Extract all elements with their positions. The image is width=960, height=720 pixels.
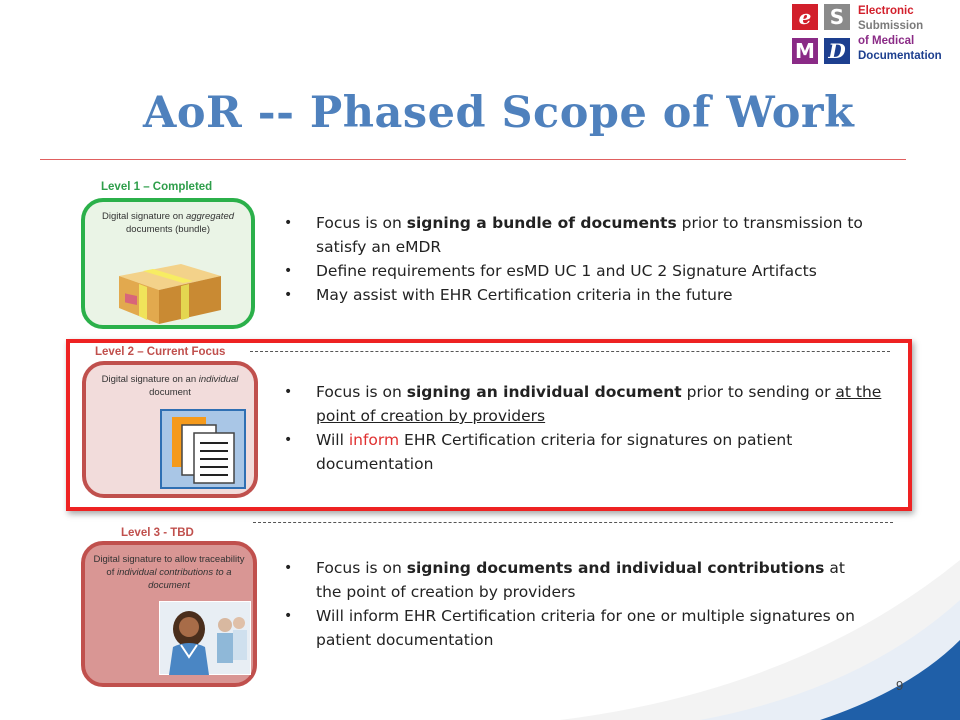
logo-line-4: Documentation (858, 50, 942, 62)
logo-line-3: of Medical (858, 35, 915, 47)
page-number: 9 (896, 678, 904, 693)
logo-tile-s: S (824, 4, 850, 30)
level-3-caption: Digital signature to allow traceability of individual contributions to a document (93, 554, 245, 591)
level-1-caption: Digital signature on aggregated documents (bundle) (101, 211, 235, 235)
list-item: • Define requirements for esMD UC 1 and UC 2 Signature Artifacts (284, 259, 904, 283)
list-item: • May assist with EHR Certification criteria in the future (284, 283, 904, 307)
logo-tile-d: D (824, 38, 850, 64)
level-2-label: Level 2 – Current Focus (95, 346, 226, 358)
level-3-label: Level 3 - TBD (121, 527, 194, 539)
logo-line-2: Submission (858, 20, 924, 32)
list-item: • Will inform EHR Certification criteria for signatures on patient documentation (284, 428, 884, 476)
logo-tile-e: e (792, 4, 818, 30)
level-2-caption: Digital signature on an individual document (101, 374, 239, 398)
list-item: • Focus is on signing documents and individual contributions at the point of creation by providers (284, 556, 874, 604)
logo-line-1: Electronic (858, 5, 914, 17)
list-item: • Will inform EHR Certification criteria for one or multiple signatures on patient documentation (284, 604, 874, 652)
level-1-label: Level 1 – Completed (101, 181, 213, 193)
slide-title: AoR -- Phased Scope of Work (143, 88, 855, 138)
list-item: • Focus is on signing a bundle of documents prior to transmission to satisfy an eMDR (284, 211, 904, 259)
list-item: • Focus is on signing an individual document prior to sending or at the point of creation by providers (284, 380, 884, 428)
logo-tile-m: M (792, 38, 818, 64)
